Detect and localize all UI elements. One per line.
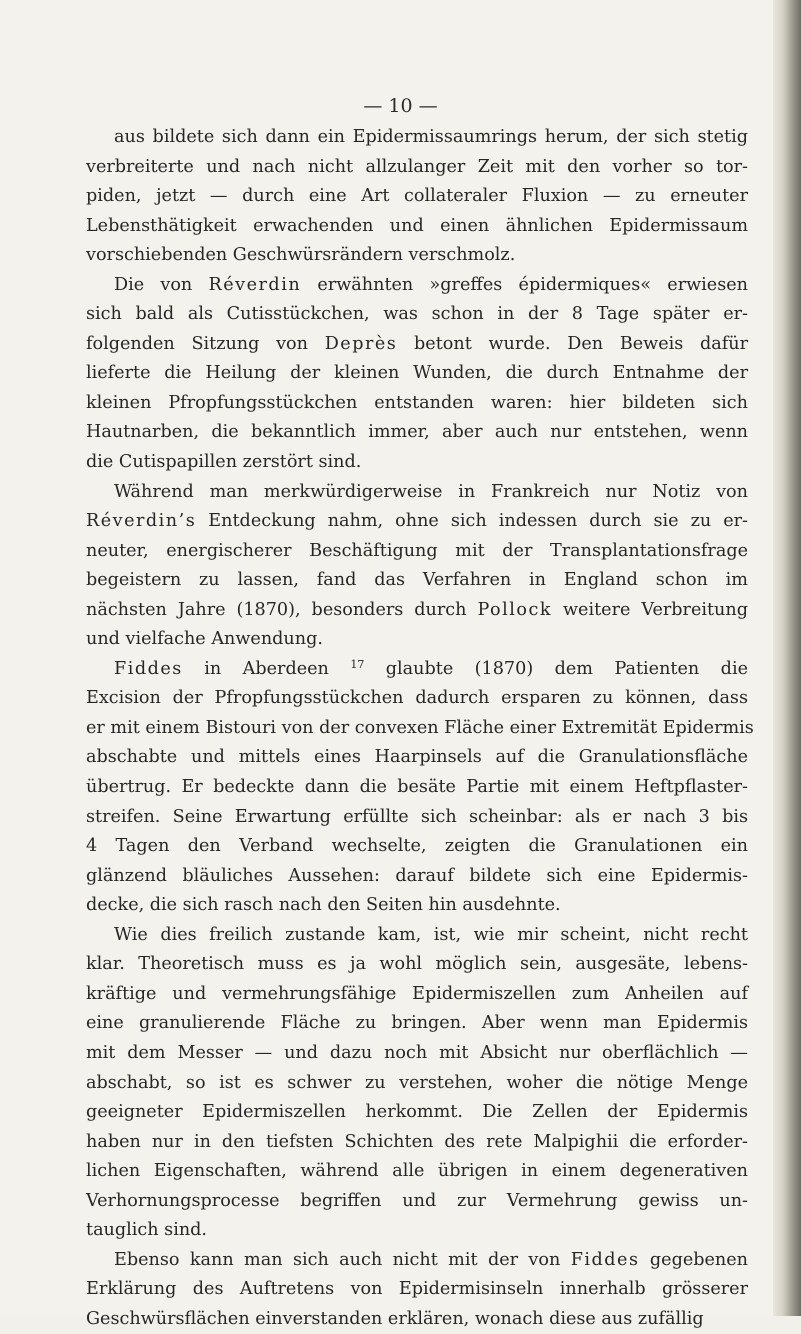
text-segment: Hautnarben, die bekanntlich immer, aber auch nur entstehen, wenn [86, 422, 748, 443]
text-line [86, 359, 748, 389]
text-line [86, 537, 748, 567]
text-line [86, 743, 748, 773]
text-line [86, 1216, 748, 1246]
text-segment: Ebenso kann man sich auch nicht mit der von [114, 1249, 571, 1270]
paragraph [86, 123, 748, 271]
text-line [86, 655, 748, 685]
author-name: Fiddes [114, 658, 183, 679]
paragraph [86, 478, 748, 655]
paragraph [86, 921, 748, 1246]
text-segment: 4 Tagen den Verband wechselte, zeigten die Granulationen ein [86, 836, 748, 857]
text-segment: nächsten Jahre (1870), besonders durch [86, 599, 478, 620]
text-line [86, 832, 748, 862]
text-line [86, 1039, 748, 1069]
text-segment: Wie dies freilich zustande kam, ist, wie mir scheint, nicht recht [114, 924, 748, 945]
text-line [86, 1009, 748, 1039]
text-line [86, 862, 748, 892]
text-segment: die Cutispapillen zerstört sind. [86, 452, 362, 473]
text-line [86, 566, 748, 596]
text-line [86, 418, 748, 448]
text-segment: streifen. Seine Erwartung erfüllte sich scheinbar: als er nach 3 bis [86, 806, 748, 827]
text-line [86, 212, 748, 242]
body-text [86, 123, 754, 1334]
text-line [86, 1098, 748, 1128]
text-line [86, 950, 748, 980]
text-segment: übertrug. Er bedeckte dann die besäte Partie mit einem Heftpflaster- [86, 777, 748, 798]
text-segment: klar. Theoretisch muss es ja wohl möglich sein, ausgesäte, lebens- [86, 954, 748, 975]
text-line [86, 182, 748, 212]
text-segment: vorschiebenden Geschwürsrändern verschmolz. [86, 245, 516, 266]
text-segment: glaubte (1870) dem Patienten die [364, 658, 748, 679]
text-line [86, 596, 748, 626]
text-line [86, 1187, 748, 1217]
text-line [86, 389, 748, 419]
text-segment: Entdeckung nahm, ohne sich indessen durch sie zu er- [196, 511, 748, 532]
text-segment: Lebensthätigkeit erwachenden und einen ähnlichen Epidermissaum [86, 215, 748, 236]
text-segment: Geschwürsflächen einverstanden erklären, wonach diese aus zufällig [86, 1308, 704, 1329]
text-line [86, 803, 748, 833]
text-line [86, 448, 748, 478]
text-segment: geeigneter Epidermiszellen herkommt. Die Zellen der Epidermis [86, 1102, 748, 1123]
paragraph [86, 271, 748, 478]
text-segment: tauglich sind. [86, 1220, 208, 1241]
text-segment: kleinen Pfropfungsstückchen entstanden waren: hier bildeten sich [86, 392, 748, 413]
text-line [86, 1275, 748, 1305]
text-segment: weitere Verbreitung [552, 599, 748, 620]
text-segment: aus bildete sich dann ein Epidermissaumrings herum, der sich stetig [114, 127, 748, 147]
author-name: Fiddes [570, 1249, 640, 1270]
text-segment: betont wurde. Den Beweis dafür [397, 333, 749, 354]
page-binding-edge [773, 0, 801, 1316]
text-segment: in Aberdeen [182, 658, 351, 679]
text-segment: lieferte die Heilung der kleinen Wunden, die durch Entnahme der [86, 363, 748, 384]
text-line [86, 330, 748, 360]
text-line [86, 980, 748, 1010]
text-line [86, 684, 748, 714]
text-line [86, 241, 748, 271]
text-line [86, 300, 748, 330]
text-line [86, 1069, 748, 1099]
text-segment: Die von [114, 274, 209, 295]
text-segment: Erklärung des Auftretens von Epidermisinseln innerhalb grösserer [86, 1279, 748, 1300]
text-segment: mit dem Messer — und dazu noch mit Absicht nur oberflächlich — [86, 1042, 748, 1063]
text-segment: folgenden Sitzung von [86, 333, 325, 354]
paragraph [86, 1246, 748, 1334]
text-segment: haben nur in den tiefsten Schichten des rete Malpighii die erforder- [86, 1131, 748, 1152]
text-line [86, 153, 748, 183]
text-segment: sich bald als Cutisstückchen, was schon in der 8 Tage später er- [86, 304, 748, 325]
author-name: Deprès [324, 333, 398, 354]
text-segment: abschabt, so ist es schwer zu verstehen, woher die nötige Menge [86, 1072, 748, 1093]
text-line [86, 507, 748, 537]
text-line [86, 714, 754, 744]
text-segment: Verhornungsprocesse begriffen und zur Vermehrung gewiss un- [86, 1190, 748, 1211]
text-line [86, 773, 748, 803]
text-segment: abschabte und mittels eines Haarpinsels auf die Granulationsfläche [86, 747, 748, 768]
page-number: — 10 — [363, 95, 438, 117]
text-line [86, 123, 748, 153]
text-line [86, 1128, 748, 1158]
text-segment: verbreiterte und nach nicht allzulanger Zeit mit den vorher so tor- [86, 156, 748, 177]
text-line [86, 921, 748, 951]
text-segment: Excision der Pfropfungsstückchen dadurch ersparen zu können, dass [86, 688, 748, 709]
text-segment: erwähnten »greffes épidermiques« erwiesen [301, 274, 748, 295]
text-segment: eine granulierende Fläche zu bringen. Aber wenn man Epidermis [86, 1013, 748, 1034]
text-line [86, 271, 748, 301]
text-segment: er mit einem Bistouri von der convexen Fläche einer Extremität Epidermis [86, 717, 754, 738]
text-segment: lichen Eigenschaften, während alle übrigen in einem degenerativen [86, 1161, 748, 1182]
text-line [86, 891, 748, 921]
text-line [86, 625, 748, 655]
paragraph [86, 655, 754, 921]
text-line [86, 478, 748, 508]
text-segment: Während man merkwürdigerweise in Frankreich nur Notiz von [114, 481, 748, 502]
text-segment: kräftige und vermehrungsfähige Epidermiszellen zum Anheilen auf [86, 983, 748, 1004]
text-segment: decke, die sich rasch nach den Seiten hin ausdehnte. [86, 895, 561, 916]
author-name: Pollock [477, 599, 553, 620]
text-segment: piden, jetzt — durch eine Art collateraler Fluxion — zu erneuter [86, 186, 748, 207]
text-line [86, 1246, 748, 1276]
text-segment: und vielfache Anwendung. [86, 629, 323, 650]
text-line [86, 1157, 748, 1187]
text-segment: begeistern zu lassen, fand das Verfahren in England schon im [86, 570, 748, 591]
text-line [86, 1305, 748, 1334]
author-name: Réverdin [208, 274, 302, 295]
text-segment: neuter, energischerer Beschäftigung mit der Transplantationsfrage [86, 540, 748, 561]
text-segment: gegebenen [639, 1249, 748, 1270]
footnote-ref: 17 [350, 657, 365, 671]
author-name: Réverdin’s [86, 511, 197, 532]
text-segment: glänzend bläuliches Aussehen: darauf bildete sich eine Epidermis- [86, 865, 748, 886]
